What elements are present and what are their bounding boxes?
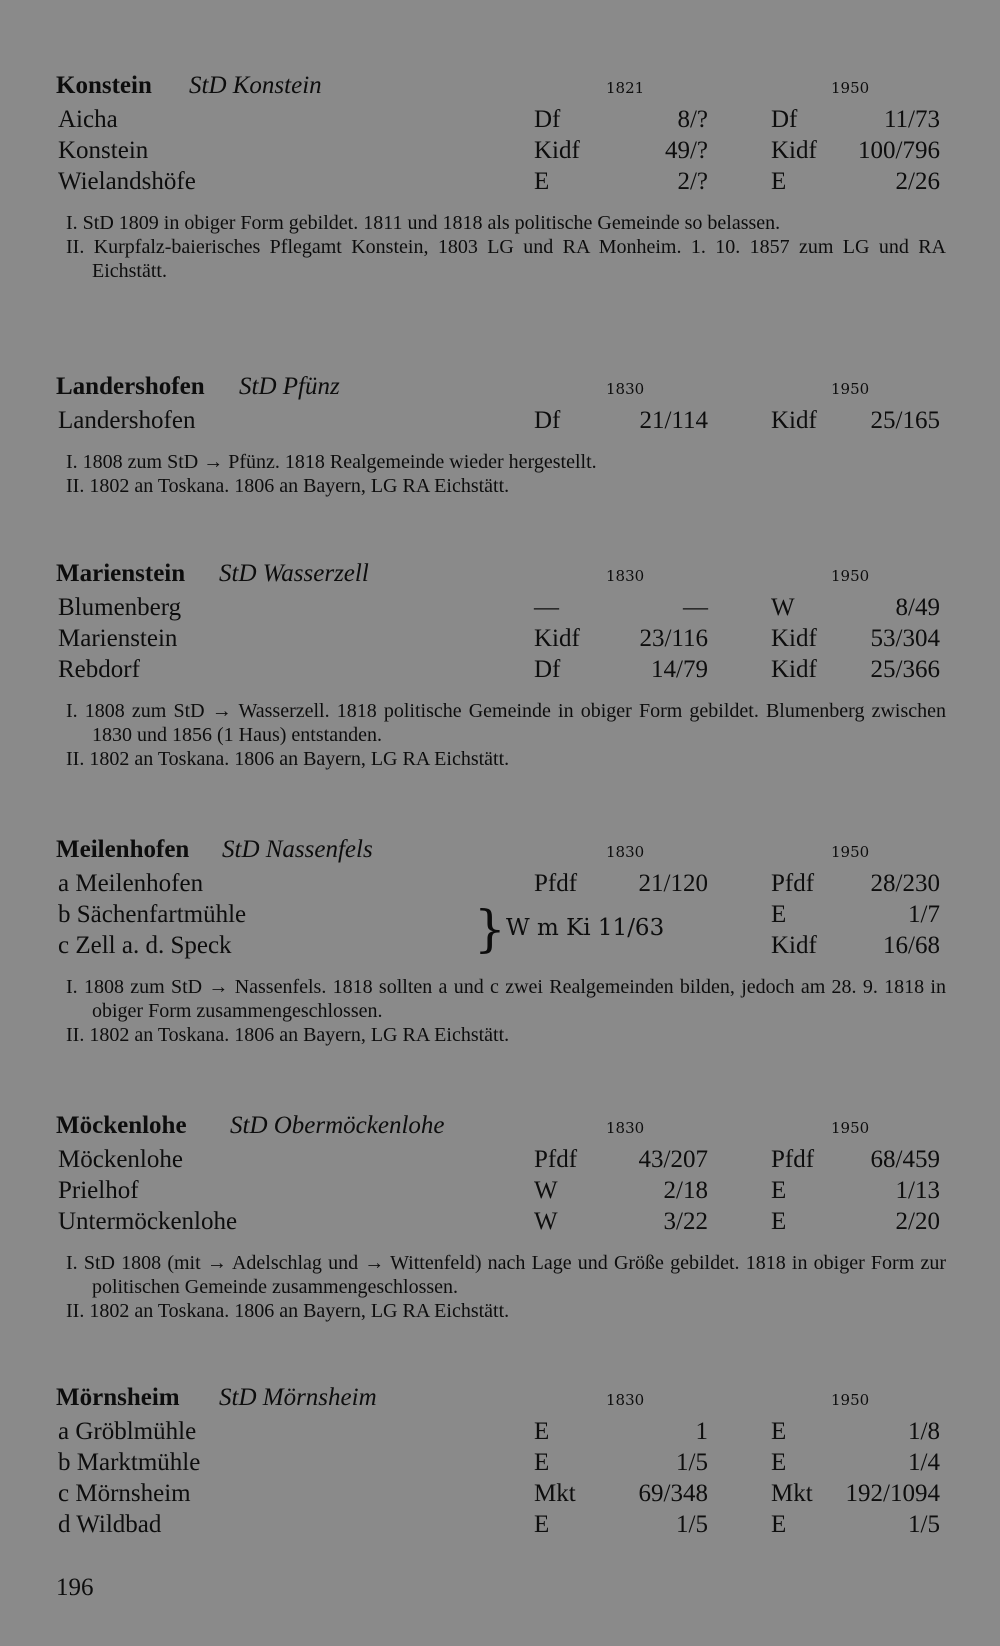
- note-II: II. 1802 an Toskana. 1806 an Bayern, LG RA Eichstätt.: [66, 1024, 510, 1046]
- tax-district: StD Nassenfels: [222, 836, 373, 863]
- tax-district: StD Obermöckenlohe: [230, 1112, 445, 1139]
- municipality-name: Meilenhofen: [56, 836, 190, 863]
- table-row: Untermöckenlohe W 3/22 E 2/20: [58, 1208, 940, 1235]
- entry-header: [56, 836, 946, 870]
- table-row: c Zell a. d. Speck Kidf 16/68: [58, 932, 940, 959]
- table-row: Blumenberg — — W 8/49: [58, 594, 940, 621]
- note-I: I. StD 1808 (mit → Adelschlag und → Wittenfeld) nach Lage und Größe gebildet. 1818 in obiger Form zur politischen Gemeinde zusammengeschlossen.: [66, 1252, 946, 1298]
- entry-header: [56, 72, 946, 106]
- year-1: 1830: [606, 843, 645, 861]
- entry-moeckenlohe: [56, 1112, 946, 1323]
- table-row: a Meilenhofen Pfdf 21/120 Pfdf 28/230: [58, 870, 940, 897]
- year-2: 1950: [831, 567, 870, 585]
- entry-header: [56, 560, 946, 594]
- notes: [56, 450, 946, 498]
- year-1: 1821: [606, 79, 645, 97]
- entry-meilenhofen: [56, 836, 946, 1047]
- note-II: II. 1802 an Toskana. 1806 an Bayern, LG RA Eichstätt.: [66, 1300, 510, 1322]
- table-row: b Sächenfartmühle E 1/7: [58, 901, 940, 928]
- municipality-name: Möckenlohe: [56, 1112, 187, 1139]
- year-1: 1830: [606, 567, 645, 585]
- year-1: 1830: [606, 380, 645, 398]
- table-row: Prielhof W 2/18 E 1/13: [58, 1177, 940, 1204]
- table-row: b Marktmühle E 1/5 E 1/4: [58, 1449, 940, 1476]
- note-II: II. Kurpfalz-baierisches Pflegamt Konstein, 1803 LG und RA Monheim. 1. 10. 1857 zum LG und RA Eichstätt.: [66, 236, 946, 282]
- year-2: 1950: [831, 380, 870, 398]
- table-row: Aicha Df 8/? Df 11/73: [58, 106, 940, 133]
- note-I: I. 1808 zum StD → Pfünz. 1818 Realgemeinde wieder hergestellt.: [66, 451, 597, 473]
- year-2: 1950: [831, 1391, 870, 1409]
- year-2: 1950: [831, 1119, 870, 1137]
- table-row: a Gröblmühle E 1 E 1/8: [58, 1418, 940, 1445]
- municipality-name: Mörnsheim: [56, 1384, 180, 1411]
- notes: [56, 1251, 946, 1323]
- tax-district: StD Mörnsheim: [219, 1384, 377, 1411]
- note-I: I. 1808 zum StD → Wasserzell. 1818 politische Gemeinde in obiger Form gebildet. Blumenberg zwischen 1830 und 1856 (1 Haus) entstanden.: [66, 700, 946, 746]
- notes: [56, 699, 946, 771]
- table-row: Möckenlohe Pfdf 43/207 Pfdf 68/459: [58, 1146, 940, 1173]
- entry-header: [56, 1112, 946, 1146]
- year-2: 1950: [831, 843, 870, 861]
- page-number: 196: [56, 1574, 94, 1601]
- tax-district: StD Wasserzell: [219, 560, 369, 587]
- table-row: Wielandshöfe E 2/? E 2/26: [58, 168, 940, 195]
- municipality-name: Marienstein: [56, 560, 186, 587]
- entry-moernsheim: [56, 1384, 946, 1542]
- year-2: 1950: [831, 79, 870, 97]
- braced-rows: [56, 901, 946, 963]
- tax-district: StD Pfünz: [239, 373, 340, 400]
- entry-header: [56, 1384, 946, 1418]
- municipality-name: Landershofen: [56, 373, 205, 400]
- tax-district: StD Konstein: [189, 72, 322, 99]
- year-1: 1830: [606, 1119, 645, 1137]
- notes: [56, 211, 946, 283]
- note-II: II. 1802 an Toskana. 1806 an Bayern, LG RA Eichstätt.: [66, 475, 510, 497]
- table-row: Rebdorf Df 14/79 Kidf 25/366: [58, 656, 940, 683]
- note-I: I. 1808 zum StD → Nassenfels. 1818 sollten a und c zwei Realgemeinden bilden, jedoch am 28. 9. 1818 in obiger Form zusammengeschlossen.: [66, 976, 946, 1022]
- brace-glyph: }: [474, 900, 506, 958]
- table-row: c Mörnsheim Mkt 69/348 Mkt 192/1094: [58, 1480, 940, 1507]
- notes: [56, 975, 946, 1047]
- brace-combined-value: W m Ki 11/63: [506, 915, 665, 941]
- table-row: Landershofen Df 21/114 Kidf 25/165: [58, 407, 940, 434]
- table-row: Marienstein Kidf 23/116 Kidf 53/304: [58, 625, 940, 652]
- entry-landershofen: [56, 373, 946, 498]
- note-II: II. 1802 an Toskana. 1806 an Bayern, LG RA Eichstätt.: [66, 748, 510, 770]
- year-1: 1830: [606, 1391, 645, 1409]
- note-I: I. StD 1809 in obiger Form gebildet. 1811 und 1818 als politische Gemeinde so belassen.: [66, 212, 781, 234]
- entry-marienstein: [56, 560, 946, 771]
- entry-header: [56, 373, 946, 407]
- table-row: Konstein Kidf 49/? Kidf 100/796: [58, 137, 940, 164]
- municipality-name: Konstein: [56, 72, 152, 99]
- entry-konstein: [56, 72, 946, 283]
- table-row: d Wildbad E 1/5 E 1/5: [58, 1511, 940, 1538]
